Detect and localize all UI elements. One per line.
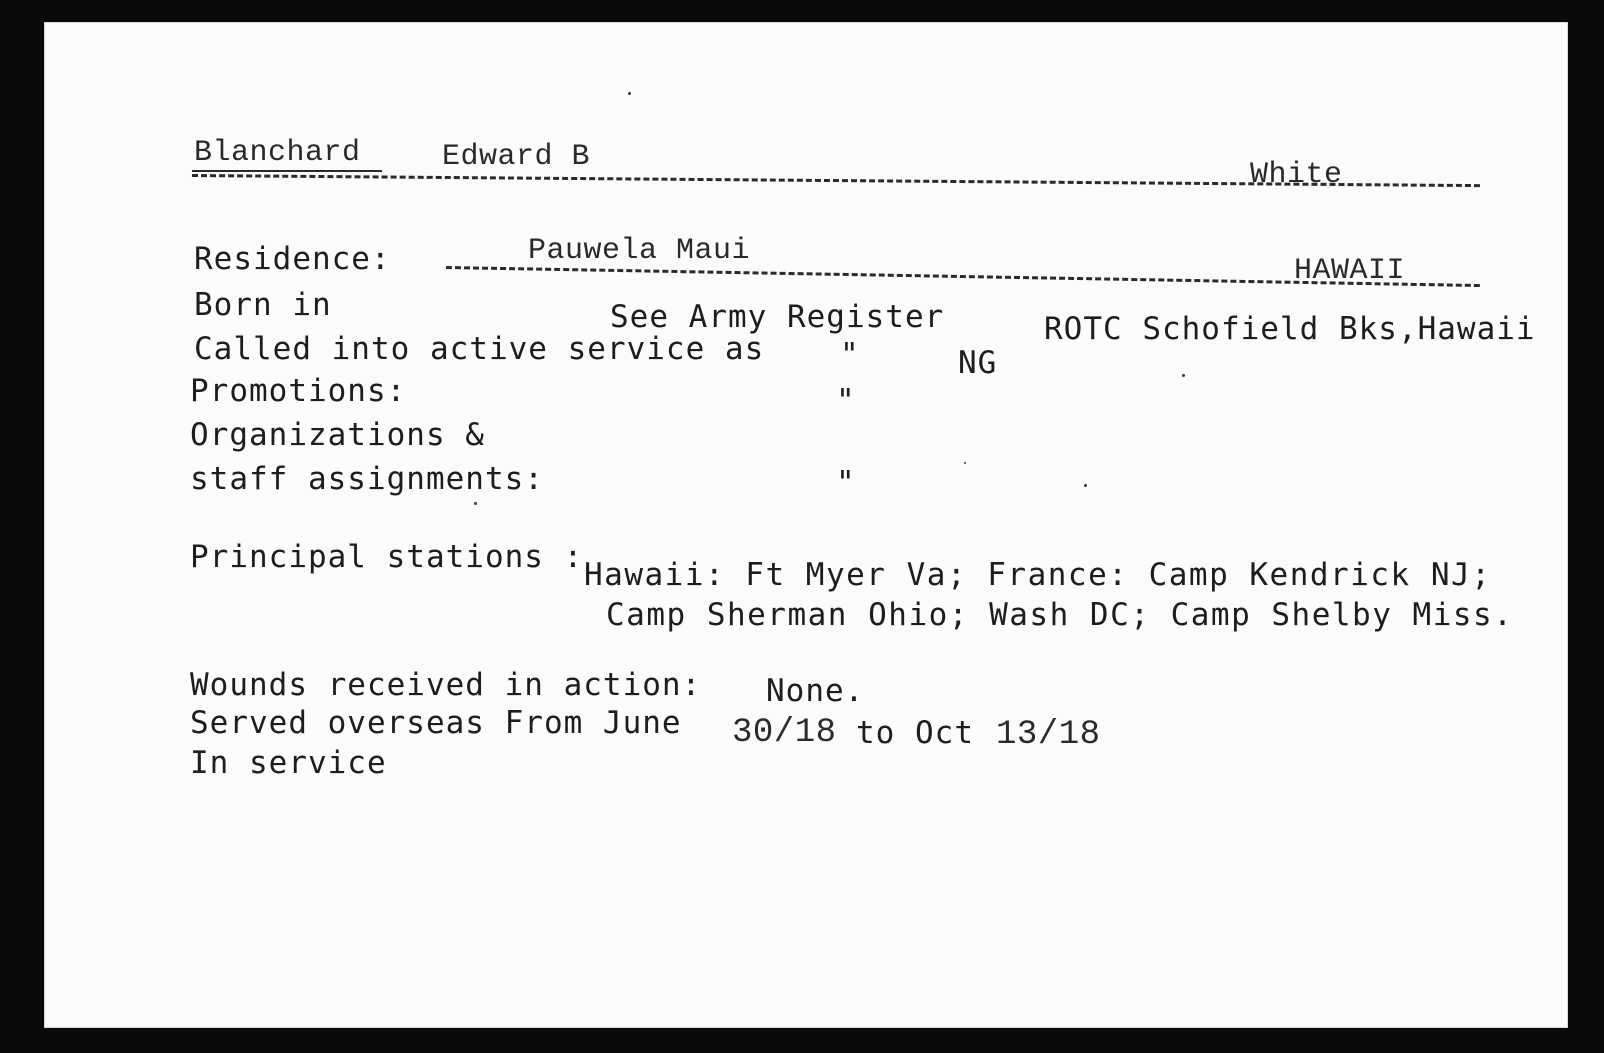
born-in-note: ROTC Schofield Bks,Hawaii xyxy=(1044,311,1536,347)
wounds-value: None. xyxy=(766,673,865,709)
service-record-card xyxy=(44,22,1568,1028)
served-overseas-to-date: 13/18 xyxy=(996,716,1101,754)
given-names: Edward B xyxy=(442,140,591,174)
principal-stations-line1: Hawaii: Ft Myer Va; France: Camp Kendrick NJ; xyxy=(584,557,1492,593)
principal-stations-line2: Camp Sherman Ohio; Wash DC; Camp Shelby Miss. xyxy=(606,597,1514,633)
scan-speck xyxy=(628,92,631,95)
residence-state: HAWAII xyxy=(1294,254,1406,288)
called-into-service-ditto: " xyxy=(840,337,860,373)
promotions-label: Promotions: xyxy=(190,373,407,409)
called-into-service-label: Called into active service as xyxy=(194,331,765,367)
scan-speck xyxy=(1182,374,1185,377)
organizations-label: Organizations & xyxy=(190,417,485,453)
scan-speck xyxy=(1084,484,1087,487)
residence-label: Residence: xyxy=(194,241,391,277)
promotions-ditto: " xyxy=(836,383,856,419)
served-overseas-to-label: to Oct xyxy=(856,715,974,751)
called-into-service-value: NG xyxy=(958,345,998,381)
scan-speck xyxy=(474,502,477,505)
born-in-label: Born in xyxy=(194,287,332,323)
surname: Blanchard xyxy=(194,136,361,170)
served-overseas-label: Served overseas From June xyxy=(190,705,682,741)
race: White xyxy=(1250,158,1343,192)
staff-assignments-label: staff assignments: xyxy=(190,461,544,497)
residence-place: Pauwela Maui xyxy=(528,234,751,268)
wounds-label: Wounds received in action: xyxy=(190,667,702,703)
born-in-value: See Army Register xyxy=(610,299,945,335)
organizations-ditto: " xyxy=(836,465,856,501)
principal-stations-label: Principal stations : xyxy=(190,539,584,575)
served-overseas-from-date: 30/18 xyxy=(732,714,837,752)
service-status: In service xyxy=(190,745,387,781)
surname-underline xyxy=(192,170,382,172)
scan-speck xyxy=(964,462,966,464)
